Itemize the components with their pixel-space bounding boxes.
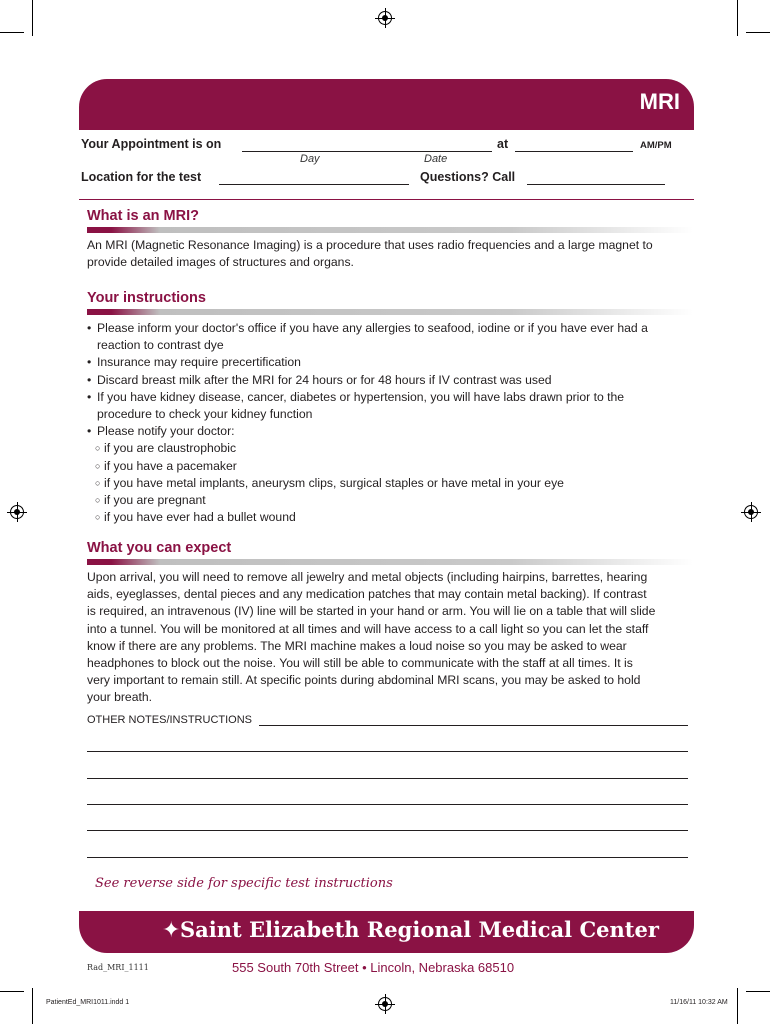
reverse-side-note: See reverse side for specific test instructions <box>95 876 393 891</box>
text-line: your breath. <box>87 690 153 705</box>
header-divider <box>79 129 694 130</box>
sub-list-item: ○ if you have ever had a bullet wound <box>95 510 296 525</box>
notes-line[interactable] <box>87 830 688 831</box>
text-line: into a tunnel. You will be monitored at all times and will have access to a call light so you can let the staff <box>87 621 649 636</box>
ampm-label: AM/PM <box>640 140 672 151</box>
crop-mark <box>746 991 770 992</box>
list-item: • Please notify your doctor: <box>87 424 235 439</box>
what-is-mri-heading: What is an MRI? <box>87 208 199 224</box>
registration-mark-icon <box>744 505 758 519</box>
crop-mark <box>746 32 770 33</box>
text-line: very important to remain still. At specific points during abdominal MRI scans, you may be asked to hold <box>87 673 641 688</box>
registration-mark-icon <box>10 505 24 519</box>
page-title: MRI <box>639 89 680 114</box>
appointment-at-label: at <box>497 137 509 151</box>
date-caption: Date <box>424 153 448 165</box>
sub-list-item: ○ if you are pregnant <box>95 493 206 508</box>
print-timestamp: 11/16/11 10:32 AM <box>670 999 728 1006</box>
notes-line[interactable] <box>87 778 688 779</box>
notes-line[interactable] <box>87 751 688 752</box>
location-label: Location for the test <box>81 170 202 184</box>
text-line: An MRI (Magnetic Resonance Imaging) is a procedure that uses radio frequencies and a large magnet to <box>87 238 653 252</box>
crop-mark <box>32 0 33 36</box>
list-item: • Please inform your doctor's office if you have any allergies to seafood, iodine or if you have ever had a <box>87 321 648 335</box>
print-file-slug: PatientEd_MRI1011.indd 1 <box>46 999 130 1006</box>
list-item: reaction to contrast dye <box>97 338 224 353</box>
list-item: • If you have kidney disease, cancer, diabetes or hypertension, you will have labs drawn prior to the <box>87 389 625 404</box>
appointment-time-field[interactable] <box>515 150 633 152</box>
sub-list-item: ○ if you have a pacemaker <box>95 458 237 473</box>
expect-text <box>87 569 702 707</box>
registration-mark-icon <box>378 997 392 1011</box>
crop-mark <box>0 991 24 992</box>
what-is-mri-text <box>87 237 697 271</box>
list-item: • Insurance may require precertification <box>87 355 301 370</box>
list-item: • Discard breast milk after the MRI for 24 hours or for 48 hours if IV contrast was used <box>87 372 552 387</box>
star-icon: ✦ <box>162 918 181 943</box>
questions-label: Questions? Call <box>420 170 516 184</box>
text-line: provide detailed images of structures and organs. <box>87 255 354 270</box>
address: 555 South 70th Street • Lincoln, Nebraska 68510 <box>232 960 515 975</box>
day-caption: Day <box>300 153 320 165</box>
text-line: is required, an intravenous (IV) line will be started in your hand or arm. You will lie on a table that will slide <box>87 604 656 619</box>
notes-line[interactable] <box>87 857 688 858</box>
registration-mark-icon <box>378 11 392 25</box>
questions-phone-field[interactable] <box>527 183 665 185</box>
text-line: Upon arrival, you will need to remove all jewelry and metal objects (including hairpins, barrettes, hearing <box>87 570 648 584</box>
sub-list-item: ○ if you have metal implants, aneurysm clips, surgical staples or have metal in your eye <box>95 475 564 490</box>
text-line: headphones to block out the noise. You will still be able to communicate with the staff at all times. It is <box>87 656 633 671</box>
section-divider <box>87 227 693 233</box>
appointment-label: Your Appointment is on <box>81 137 222 151</box>
section-divider <box>87 309 693 315</box>
crop-mark <box>32 988 33 1024</box>
header-banner <box>79 79 694 129</box>
footer-banner <box>79 911 694 953</box>
notes-label: OTHER NOTES/INSTRUCTIONS <box>87 714 253 726</box>
instructions-list <box>87 320 697 526</box>
section-divider <box>87 559 693 565</box>
sub-list-item: ○ if you are claustrophobic <box>95 441 237 456</box>
appointment-day-field[interactable] <box>242 150 492 152</box>
crop-mark <box>0 32 24 33</box>
list-item: procedure to check your kidney function <box>97 407 313 422</box>
form-code: Rad_MRI_1111 <box>87 963 149 972</box>
location-field[interactable] <box>219 183 409 185</box>
crop-mark <box>737 988 738 1024</box>
organization-name: Saint Elizabeth Regional Medical Center <box>180 917 659 942</box>
text-line: aids, eyeglasses, dental pieces and any medication patches that may contain metal backing). If contrast <box>87 587 647 602</box>
crop-mark <box>737 0 738 36</box>
notes-line[interactable] <box>259 725 688 726</box>
instructions-heading: Your instructions <box>87 290 206 306</box>
notes-line[interactable] <box>87 804 688 805</box>
text-line: know if there are any problems. The MRI machine makes a loud noise so you may be asked to wear <box>87 638 627 653</box>
expect-heading: What you can expect <box>87 540 232 556</box>
appointment-divider <box>79 199 694 200</box>
